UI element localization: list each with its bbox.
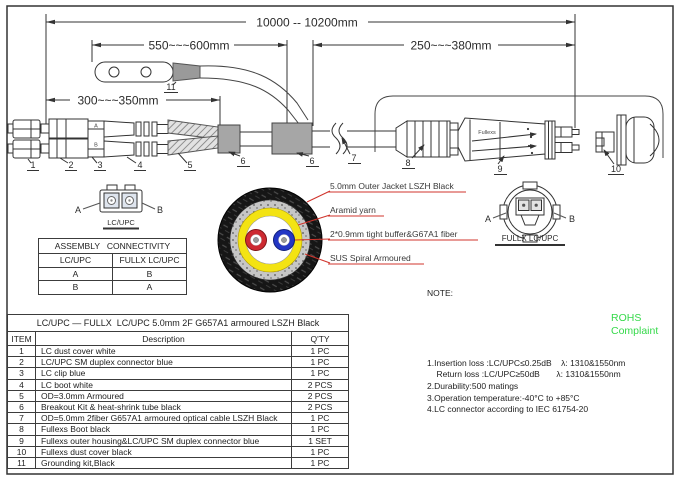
lc-segment-dimension: 300~~~350mm [77,93,159,108]
note-line: 2.Durability:500 matings [427,380,519,391]
lc-side-assembly [8,119,396,158]
bom-cell-description: OD=5.0mm 2fiber G657A1 armoured optical cable LSZH Black [36,413,292,424]
bom-cell-item: 1 [8,346,36,357]
callout-8: 8 [405,158,411,168]
bom-cell-qty: 1 PC [292,457,349,468]
fullx-face-a: A [484,214,492,224]
trunk-cable [312,123,396,154]
connectivity-cell: B [39,281,113,295]
bom-cell-item: 5 [8,390,36,401]
lc-clip [88,121,104,157]
connectivity-row [39,281,187,295]
label-spiral-armour: SUS Spiral Armoured [330,253,411,263]
fiber-red [246,230,267,251]
bom-header-description: Description [36,332,292,346]
bom-cell-description: LC clip blue [36,368,292,379]
bom-cell-qty: 1 PC [292,413,349,424]
bom-cell-qty: 1 PC [292,368,349,379]
left-segment-dimension: 550~~~600mm [148,38,230,53]
bom-cell-qty: 2 PCS [292,401,349,412]
bom-cell-item: 10 [8,446,36,457]
label-outer-jacket: 5.0mm Outer Jacket LSZH Black [330,181,454,191]
connectivity-title: ASSEMBLY CONNECTIVITY [39,239,187,254]
fullexs-dust-cap [596,115,659,165]
callout-1: 1 [30,160,36,170]
bom-cell-description: Breakout Kit & heat-shrink tube black [36,401,292,412]
fullexs-housing [450,118,579,161]
bom-cell-description: OD=3.0mm Armoured [36,390,292,401]
armoured-tubes [168,120,218,155]
connectivity-cell: A [39,267,113,281]
note-line: 3.Operation temperature:-40°C to +85°C [427,392,580,403]
bom-cell-qty: 2 PCS [292,390,349,401]
bom-row [8,357,349,368]
overall-length-dimension: 10000 -- 10200mm [256,15,358,30]
bom-cell-item: 4 [8,379,36,390]
bom-cell-item: 7 [8,413,36,424]
lc-face-label: LC/UPC [107,218,135,227]
bom-cell-description: LC dust cover white [36,346,292,357]
note-line: 4.LC connector according to IEC 61754-20 [427,404,589,415]
fullexs-boot [396,121,450,157]
rohs-badge [611,312,658,337]
callout-6-right: 6 [309,156,315,166]
note-line: 1.Insertion loss :LC/UPC≤0.25dB λ: 1310&1550nm [427,357,626,368]
label-tight-buffer: 2*0.9mm tight buffer&G67A1 fiber [330,229,458,239]
bom-row [8,457,349,468]
bom-cell-qty: 1 PC [292,424,349,435]
callout-5: 5 [187,160,193,170]
bom-title: LC/UPC — FULLX LC/UPC 5.0mm 2F G657A1 armoured LSZH Black [8,315,349,332]
callout-2: 2 [68,160,74,170]
notes-heading: NOTE: [427,288,453,299]
bom-row [8,390,349,401]
bom-cell-description: Grounding kit,Black [36,457,292,468]
bom-cell-description: Fullexs outer housing&LC/UPC SM duplex connector blue [36,435,292,446]
bom-cell-qty: 1 PC [292,346,349,357]
callout-3: 3 [97,160,103,170]
lc-boots [104,121,168,157]
bom-rows [8,346,349,469]
bom-row [8,446,349,457]
bom-cell-item: 11 [8,457,36,468]
notes-lines [427,323,625,416]
right-segment-dimension: 250~~~380mm [410,38,492,53]
bom-row [8,368,349,379]
connectivity-cell: B [113,267,187,281]
dimension-arrows [46,20,575,102]
fiber-blue [274,230,295,251]
callout-9: 9 [497,164,503,174]
fullx-face-b: B [568,214,576,224]
connectivity-row [39,267,187,281]
bom-cell-item: 9 [8,435,36,446]
lc-face-b: B [156,205,164,215]
bom-cell-description: LC/UPC SM duplex connector blue [36,357,292,368]
bom-cell-item: 8 [8,424,36,435]
bom-cell-description: Fullexs Boot black [36,424,292,435]
bom-row [8,435,349,446]
bom-cell-qty: 1 SET [292,435,349,446]
lc-face-a: A [74,205,82,215]
bom-cell-item: 6 [8,401,36,412]
bom-cell-item: 2 [8,357,36,368]
lc-dust-cover [8,120,40,158]
bom-header-qty: Q'TY [292,332,349,346]
connectivity-col-lc: LC/UPC [39,254,113,268]
bom-row [8,346,349,357]
clip-polarity-b: B [94,142,98,149]
connectivity-rows [39,267,187,294]
callout-7: 7 [351,153,357,163]
callout-6-left: 6 [240,156,246,166]
cable-between-blocks [240,132,272,146]
bom-cell-qty: 1 PC [292,446,349,457]
rohs-line1: ROHS [611,312,642,324]
bom-table [7,314,349,469]
bom-row [8,413,349,424]
bom-cell-item: 3 [8,368,36,379]
bom-cell-description: Fullexs dust cover black [36,446,292,457]
rohs-line2: Complaint [611,324,659,337]
label-aramid-yarn: Aramid yarn [330,205,376,215]
fullx-face-label: FULLX LC/UPC [501,234,559,243]
callout-11: 11 [166,82,176,92]
callout-10: 10 [610,164,622,174]
connectivity-table [38,238,187,295]
callout-4: 4 [137,160,143,170]
notes-block [427,265,625,427]
bom-cell-qty: 2 PCS [292,379,349,390]
connectivity-cell: A [113,281,187,295]
bom-row [8,424,349,435]
connectivity-col-fullx: FULLX LC/UPC [113,254,187,268]
fullx-face-view [485,182,575,245]
lc-duplex-connector [41,119,88,158]
bom-cell-description: LC boot white [36,379,292,390]
breakout-block-right [272,123,312,154]
lc-face-view [75,185,163,229]
bom-cell-qty: 1 PC [292,357,349,368]
fullexs-side-assembly [396,115,659,165]
clip-polarity-a: A [94,123,98,130]
note-line: Return loss :LC/UPC≥50dB λ: 1310&1550nm [427,369,621,380]
fullexs-brand-text: Fullexs [478,130,496,136]
bom-header-item: ITEM [8,332,36,346]
breakout-block-left [218,125,240,153]
bom-row [8,401,349,412]
bom-row [8,379,349,390]
